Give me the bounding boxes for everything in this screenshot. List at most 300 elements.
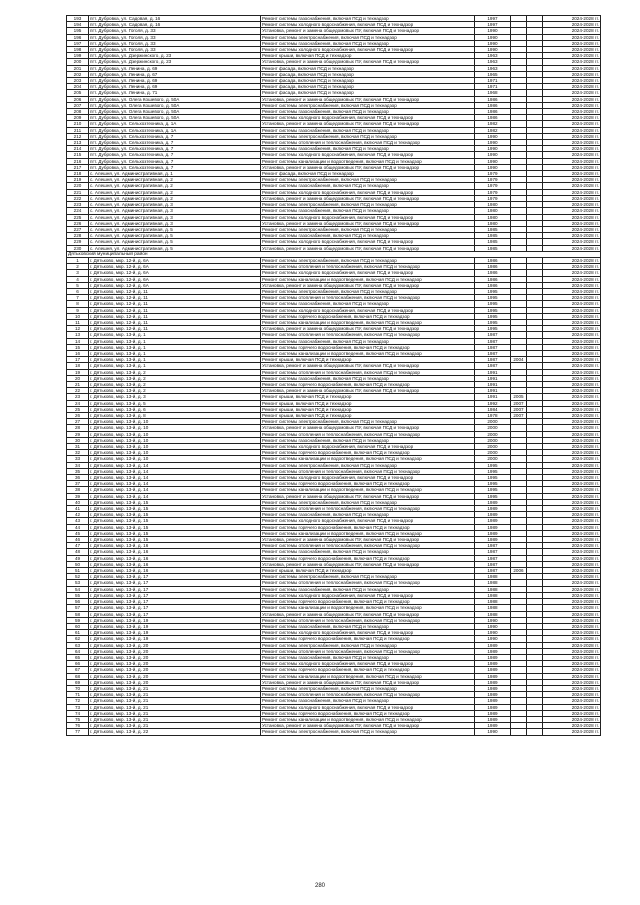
address-cell: пгт. Дубровка, ул. Ленина, д. 69	[89, 78, 261, 84]
work-type-cell: Ремонт крыши, включая ПСД и технадзор	[261, 394, 475, 400]
planned-period-cell: 2024-2028 гг.	[543, 78, 601, 84]
address-cell: с. Алешня, ул. Административная, д. 3	[89, 208, 261, 214]
planned-period-cell: 2024-2028 гг.	[543, 462, 601, 468]
address-cell: г. Дятьково, мкр. 13-й, д. 14	[89, 475, 261, 481]
row-number-cell: 212	[67, 133, 89, 139]
address-cell: г. Дятьково, мкр. 13-й, д. 21	[89, 716, 261, 722]
planned-period-cell: 2024-2028 гг.	[543, 543, 601, 549]
table-row	[67, 568, 601, 574]
address-cell: г. Дятьково, мкр. 13-й, д. 17	[89, 586, 261, 592]
planned-period-cell: 2024-2028 гг.	[543, 636, 601, 642]
row-number-cell: 55	[67, 592, 89, 598]
year-built-cell: 1987	[475, 338, 511, 344]
work-type-cell: Ремонт системы отопления и теплоснабжения, включая ПСД и технадзор	[261, 431, 475, 437]
row-number-cell: 223	[67, 202, 89, 208]
row-number-cell: 50	[67, 561, 89, 567]
year-built-cell: 1989	[475, 506, 511, 512]
year-built-cell: 1987	[475, 344, 511, 350]
year-built-cell: 1979	[475, 195, 511, 201]
row-number-cell: 48	[67, 549, 89, 555]
work-type-cell: Ремонт системы газоснабжения, включая ПСД и технадзор	[261, 654, 475, 660]
planned-period-cell: 2024-2028 гг.	[543, 375, 601, 381]
last-repair-year-cell: 2006	[511, 568, 527, 574]
work-type-cell: Ремонт системы канализации и водоотведения, включая ПСД и технадзор	[261, 456, 475, 462]
address-cell: г. Дятьково, мкр. 13-й, д. 21	[89, 698, 261, 704]
row-number-cell: 193	[67, 16, 89, 22]
address-cell: г. Дятьково, мкр. 13-й, д. 14	[89, 462, 261, 468]
planned-period-cell: 2024-2028 гг.	[543, 400, 601, 406]
year-built-cell: 1979	[475, 189, 511, 195]
address-cell: г. Дятьково, мкр. 12-й, д. 6А	[89, 270, 261, 276]
address-cell: с. Алешня, ул. Административная, д. 2	[89, 195, 261, 201]
work-type-cell: Ремонт системы газоснабжения, включая ПСД и технадзор	[261, 512, 475, 518]
work-type-cell: Установка, ремонт и замена общедомовых ПУ, включая ПСД и технадзор	[261, 679, 475, 685]
address-cell: г. Дятьково, мкр. 13-й, д. 20	[89, 667, 261, 673]
planned-period-cell: 2024-2028 гг.	[543, 381, 601, 387]
address-cell: г. Дятьково, мкр. 13-й, д. 8	[89, 413, 261, 419]
row-number-cell: 32	[67, 450, 89, 456]
year-built-cell: 1991	[475, 381, 511, 387]
address-cell: г. Дятьково, мкр. 13-й, д. 20	[89, 648, 261, 654]
row-number-cell: 219	[67, 177, 89, 183]
row-number-cell: 45	[67, 530, 89, 536]
row-number-cell: 44	[67, 524, 89, 530]
planned-period-cell: 2024-2028 гг.	[543, 704, 601, 710]
planned-period-cell: 2024-2028 гг.	[543, 642, 601, 648]
work-type-cell: Ремонт системы электроснабжения, включая ПСД и технадзор	[261, 257, 475, 263]
planned-period-cell: 2024-2028 гг.	[543, 59, 601, 65]
address-cell: г. Дятьково, мкр. 13-й, д. 16	[89, 543, 261, 549]
year-built-cell: 1995	[475, 307, 511, 313]
year-built-cell: 1989	[475, 512, 511, 518]
address-cell: г. Дятьково, мкр. 13-й, д. 15	[89, 512, 261, 518]
row-number-cell: 60	[67, 623, 89, 629]
work-type-cell: Ремонт крыши, включая ПСД и технадзор	[261, 357, 475, 363]
address-cell: г. Дятьково, мкр. 12-й, д. 11	[89, 295, 261, 301]
row-number-cell: 210	[67, 121, 89, 127]
year-built-cell: 1995	[475, 288, 511, 294]
row-number-cell: 2	[67, 264, 89, 270]
address-cell: пгт. Дубровка, ул. Сельхозтехника, д. 7	[89, 152, 261, 158]
year-built-cell: 1995	[475, 468, 511, 474]
year-built-cell: 1968	[475, 90, 511, 96]
year-built-cell: 1992	[475, 400, 511, 406]
row-number-cell: 33	[67, 456, 89, 462]
planned-period-cell: 2024-2028 гг.	[543, 388, 601, 394]
address-cell: г. Дятьково, мкр. 13-й, д. 17	[89, 592, 261, 598]
work-type-cell: Ремонт системы холодного водоснабжения, включая ПСД и технадзор	[261, 115, 475, 121]
address-cell: пгт. Дубровка, ул. Сельхозтехника, д. 1А	[89, 127, 261, 133]
work-type-cell: Ремонт системы канализации и водоотведения, включая ПСД и технадзор	[261, 276, 475, 282]
address-cell: пгт. Дубровка, ул. Садовая, д. 16	[89, 16, 261, 22]
year-built-cell: 1991	[475, 388, 511, 394]
address-cell: г. Дятьково, мкр. 13-й, д. 20	[89, 673, 261, 679]
address-cell: г. Дятьково, мкр. 13-й, д. 21	[89, 710, 261, 716]
work-type-cell: Ремонт системы горячего водоснабжения, включая ПСД и технадзор	[261, 313, 475, 319]
work-type-cell: Ремонт системы электроснабжения, включая ПСД и технадзор	[261, 462, 475, 468]
address-cell: г. Дятьково, мкр. 13-й, д. 22	[89, 729, 261, 735]
row-number-cell: 215	[67, 152, 89, 158]
row-number-cell: 19	[67, 369, 89, 375]
year-built-cell: 1986	[475, 115, 511, 121]
work-type-cell: Ремонт системы отопления и теплоснабжения, включая ПСД и технадзор	[261, 468, 475, 474]
repair-schedule-table	[66, 15, 601, 736]
year-built-cell: 1985	[475, 233, 511, 239]
row-number-cell: 72	[67, 698, 89, 704]
work-type-cell: Ремонт фасада, включая ПСД и технадзор	[261, 84, 475, 90]
year-built-cell: 1990	[475, 40, 511, 46]
work-type-cell: Ремонт системы газоснабжения, включая ПСД и технадзор	[261, 375, 475, 381]
address-cell: пгт. Дубровка, ул. Сельхозтехника, д. 7	[89, 158, 261, 164]
year-built-cell: 1989	[475, 692, 511, 698]
work-type-cell: Установка, ремонт и замена общедомовых ПУ, включая ПСД и технадзор	[261, 363, 475, 369]
row-number-cell: 12	[67, 326, 89, 332]
year-built-cell: 1987	[475, 350, 511, 356]
address-cell: пгт. Дубровка, ул. Ленина, д. 69	[89, 84, 261, 90]
work-type-cell: Ремонт системы горячего водоснабжения, включая ПСД и технадзор	[261, 450, 475, 456]
work-type-cell: Установка, ремонт и замена общедомовых ПУ, включая ПСД и технадзор	[261, 121, 475, 127]
planned-period-cell: 2024-2028 гг.	[543, 574, 601, 580]
last-repair-year-cell: 2007	[511, 406, 527, 412]
year-built-cell: 1987	[475, 363, 511, 369]
planned-period-cell: 2024-2028 гг.	[543, 357, 601, 363]
address-cell: пгт. Дубровка, ул. Дзержинского, д. 23	[89, 59, 261, 65]
row-number-cell: 76	[67, 723, 89, 729]
planned-period-cell: 2024-2028 гг.	[543, 53, 601, 59]
year-built-cell: 1995	[475, 493, 511, 499]
year-built-cell: 1971	[475, 78, 511, 84]
row-number-cell: 54	[67, 586, 89, 592]
work-type-cell: Ремонт системы горячего водоснабжения, включая ПСД и технадзор	[261, 344, 475, 350]
row-number-cell: 198	[67, 47, 89, 53]
work-type-cell: Ремонт системы электроснабжения, включая ПСД и технадзор	[261, 102, 475, 108]
address-cell: г. Дятьково, мкр. 12-й, д. 11	[89, 319, 261, 325]
row-number-cell: 20	[67, 375, 89, 381]
last-repair-year-cell	[511, 729, 527, 735]
row-number-cell: 214	[67, 146, 89, 152]
year-built-cell: 1988	[475, 580, 511, 586]
address-cell: г. Дятьково, мкр. 13-й, д. 15	[89, 524, 261, 530]
row-number-cell: 38	[67, 487, 89, 493]
row-number-cell: 43	[67, 518, 89, 524]
row-number-cell: 226	[67, 220, 89, 226]
address-cell: г. Дятьково, мкр. 13-й, д. 20	[89, 679, 261, 685]
row-number-cell: 18	[67, 363, 89, 369]
address-cell: с. Алешня, ул. Административная, д. 2	[89, 177, 261, 183]
planned-period-cell: 2024-2028 гг.	[543, 109, 601, 115]
row-number-cell: 26	[67, 413, 89, 419]
work-type-cell: Ремонт системы отопления и теплоснабжения, включая ПСД и технадзор	[261, 295, 475, 301]
planned-period-cell: 2024-2028 гг.	[543, 127, 601, 133]
planned-period-cell: 2024-2028 гг.	[543, 102, 601, 108]
row-number-cell: 36	[67, 475, 89, 481]
address-cell: пгт. Дубровка, ул. Гоголя, д. 33	[89, 47, 261, 53]
year-built-cell: 1988	[475, 586, 511, 592]
planned-period-cell: 2024-2028 гг.	[543, 28, 601, 34]
planned-period-cell: 2024-2028 гг.	[543, 698, 601, 704]
table-row	[67, 729, 601, 735]
year-built-cell: 1990	[475, 630, 511, 636]
year-built-cell: 1989	[475, 710, 511, 716]
section-header: Дятьковский муниципальный район	[67, 251, 601, 257]
work-type-cell: Ремонт крыши, включая ПСД и технадзор	[261, 413, 475, 419]
planned-period-cell: 2024-2028 гг.	[543, 493, 601, 499]
year-built-cell: 1979	[475, 171, 511, 177]
address-cell: г. Дятьково, мкр. 13-й, д. 16	[89, 555, 261, 561]
year-built-cell: 1982	[475, 127, 511, 133]
work-type-cell: Ремонт системы электроснабжения, включая ПСД и технадзор	[261, 574, 475, 580]
address-cell: пгт. Дубровка, ул. Сельхозтехника, д. 7	[89, 140, 261, 146]
planned-period-cell: 2024-2028 гг.	[543, 276, 601, 282]
year-built-cell: 1980	[475, 202, 511, 208]
address-cell: пгт. Дубровка, ул. Гоголя, д. 33	[89, 40, 261, 46]
row-number-cell: 199	[67, 53, 89, 59]
address-cell: г. Дятьково, мкр. 13-й, д. 1	[89, 332, 261, 338]
planned-period-cell: 2024-2028 гг.	[543, 183, 601, 189]
row-number-cell: 217	[67, 164, 89, 170]
planned-period-cell: 2024-2028 гг.	[543, 350, 601, 356]
year-built-cell: 1982	[475, 121, 511, 127]
planned-period-cell: 2024-2028 гг.	[543, 363, 601, 369]
address-cell: с. Алешня, ул. Административная, д. 5	[89, 226, 261, 232]
planned-period-cell: 2024-2028 гг.	[543, 475, 601, 481]
planned-period-cell: 2024-2028 гг.	[543, 140, 601, 146]
year-built-cell: 1989	[475, 518, 511, 524]
address-cell: г. Дятьково, мкр. 12-й, д. 11	[89, 313, 261, 319]
planned-period-cell: 2024-2028 гг.	[543, 115, 601, 121]
row-number-cell: 8	[67, 301, 89, 307]
address-cell: г. Дятьково, мкр. 13-й, д. 19	[89, 617, 261, 623]
address-cell: г. Дятьково, мкр. 13-й, д. 19	[89, 636, 261, 642]
row-number-cell: 70	[67, 685, 89, 691]
row-number-cell: 15	[67, 344, 89, 350]
address-cell: г. Дятьково, мкр. 13-й, д. 17	[89, 599, 261, 605]
address-cell: г. Дятьково, мкр. 13-й, д. 1	[89, 363, 261, 369]
planned-period-cell: 2024-2028 гг.	[543, 611, 601, 617]
address-cell: г. Дятьково, мкр. 13-й, д. 14	[89, 481, 261, 487]
planned-period-cell: 2024-2028 гг.	[543, 245, 601, 251]
year-built-cell: 1995	[475, 475, 511, 481]
address-cell: г. Дятьково, мкр. 13-й, д. 10	[89, 456, 261, 462]
row-number-cell: 207	[67, 102, 89, 108]
row-number-cell: 5	[67, 282, 89, 288]
row-number-cell: 75	[67, 716, 89, 722]
work-type-cell: Ремонт системы газоснабжения, включая ПСД и технадзор	[261, 146, 475, 152]
work-type-cell: Ремонт системы электроснабжения, включая ПСД и технадзор	[261, 177, 475, 183]
work-type-cell: Ремонт системы газоснабжения, включая ПСД и технадзор	[261, 549, 475, 555]
year-built-cell: 2000	[475, 437, 511, 443]
year-built-cell: 1987	[475, 332, 511, 338]
work-type-cell: Ремонт системы холодного водоснабжения, включая ПСД и технадзор	[261, 270, 475, 276]
address-cell: с. Алешня, ул. Административная, д. 2	[89, 189, 261, 195]
row-number-cell: 31	[67, 444, 89, 450]
row-number-cell: 77	[67, 729, 89, 735]
work-type-cell: Ремонт системы электроснабжения, включая ПСД и технадзор	[261, 34, 475, 40]
work-type-cell: Установка, ремонт и замена общедомовых ПУ, включая ПСД и технадзор	[261, 59, 475, 65]
work-type-cell: Ремонт системы электроснабжения, включая ПСД и технадзор	[261, 226, 475, 232]
row-number-cell: 197	[67, 40, 89, 46]
planned-period-cell: 2024-2028 гг.	[543, 580, 601, 586]
planned-period-cell: 2024-2028 гг.	[543, 630, 601, 636]
work-type-cell: Ремонт системы горячего водоснабжения, включая ПСД и технадзор	[261, 481, 475, 487]
work-type-cell: Ремонт системы газоснабжения, включая ПСД и технадзор	[261, 586, 475, 592]
planned-period-cell: 2024-2028 гг.	[543, 673, 601, 679]
planned-period-cell: 2024-2028 гг.	[543, 413, 601, 419]
document-page	[66, 15, 600, 736]
address-cell: г. Дятьково, мкр. 13-й, д. 16	[89, 561, 261, 567]
address-cell: г. Дятьково, мкр. 13-й, д. 6	[89, 406, 261, 412]
year-built-cell: 2000	[475, 450, 511, 456]
address-cell: г. Дятьково, мкр. 13-й, д. 17	[89, 611, 261, 617]
address-cell: пгт. Дубровка, ул. Садовая, д. 16	[89, 22, 261, 28]
year-built-cell: 1987	[475, 568, 511, 574]
work-type-cell: Ремонт системы канализации и водоотведения, включая ПСД и технадзор	[261, 716, 475, 722]
work-type-cell: Ремонт системы холодного водоснабжения, включая ПСД и технадзор	[261, 214, 475, 220]
year-built-cell: 1987	[475, 561, 511, 567]
planned-period-cell: 2024-2028 гг.	[543, 121, 601, 127]
planned-period-cell: 2024-2028 гг.	[543, 264, 601, 270]
year-built-cell: 1990	[475, 133, 511, 139]
row-number-cell: 6	[67, 288, 89, 294]
address-cell: г. Дятьково, мкр. 12-й, д. 11	[89, 326, 261, 332]
row-number-cell: 10	[67, 313, 89, 319]
year-built-cell: 1990	[475, 146, 511, 152]
year-built-cell: 1988	[475, 605, 511, 611]
planned-period-cell: 2024-2028 гг.	[543, 202, 601, 208]
row-number-cell: 37	[67, 481, 89, 487]
work-type-cell: Ремонт системы канализации и водоотведения, включая ПСД и технадзор	[261, 350, 475, 356]
address-cell: пгт. Дубровка, ул. Сельхозтехника, д. 7	[89, 133, 261, 139]
row-number-cell: 216	[67, 158, 89, 164]
planned-period-cell: 2024-2028 гг.	[543, 189, 601, 195]
year-built-cell: 1990	[475, 617, 511, 623]
planned-period-cell: 2024-2028 гг.	[543, 239, 601, 245]
address-cell: пгт. Дубровка, ул. Сельхозтехника, д. 7	[89, 146, 261, 152]
year-built-cell: 1990	[475, 28, 511, 34]
row-number-cell: 65	[67, 654, 89, 660]
address-cell: г. Дятьково, мкр. 12-й, д. 6А	[89, 282, 261, 288]
address-cell: г. Дятьково, мкр. 13-й, д. 5	[89, 400, 261, 406]
row-number-cell: 61	[67, 630, 89, 636]
year-built-cell: 2000	[475, 425, 511, 431]
planned-period-cell: 2024-2028 гг.	[543, 90, 601, 96]
year-built-cell: 1995	[475, 301, 511, 307]
planned-period-cell: 2024-2028 гг.	[543, 226, 601, 232]
address-cell: г. Дятьково, мкр. 13-й, д. 14	[89, 468, 261, 474]
year-built-cell: 1986	[475, 264, 511, 270]
planned-period-cell: 2024-2028 гг.	[543, 40, 601, 46]
address-cell: г. Дятьково, мкр. 13-й, д. 14	[89, 487, 261, 493]
row-number-cell: 213	[67, 140, 89, 146]
address-cell: г. Дятьково, мкр. 13-й, д. 1	[89, 357, 261, 363]
planned-period-cell: 2024-2028 гг.	[543, 481, 601, 487]
planned-period-cell: 2024-2028 гг.	[543, 623, 601, 629]
row-number-cell: 204	[67, 84, 89, 90]
work-type-cell: Ремонт системы холодного водоснабжения, включая ПСД и технадзор	[261, 592, 475, 598]
year-built-cell: 1990	[475, 34, 511, 40]
work-type-cell: Ремонт системы газоснабжения, включая ПСД и технадзор	[261, 437, 475, 443]
address-cell: г. Дятьково, мкр. 13-й, д. 17	[89, 580, 261, 586]
row-number-cell: 206	[67, 96, 89, 102]
work-type-cell: Ремонт системы отопления и теплоснабжения, включая ПСД и технадзор	[261, 543, 475, 549]
work-type-cell: Ремонт системы канализации и водоотведения, включая ПСД и технадзор	[261, 673, 475, 679]
planned-period-cell: 2024-2028 гг.	[543, 648, 601, 654]
year-built-cell: 1986	[475, 109, 511, 115]
address-cell: г. Дятьково, мкр. 13-й, д. 21	[89, 723, 261, 729]
work-type-cell: Ремонт системы холодного водоснабжения, включая ПСД и технадзор	[261, 22, 475, 28]
year-built-cell: 1995	[475, 319, 511, 325]
row-number-cell: 4	[67, 276, 89, 282]
work-type-cell: Ремонт системы электроснабжения, включая ПСД и технадзор	[261, 419, 475, 425]
page-number: 280	[314, 883, 325, 889]
address-cell: г. Дятьково, мкр. 13-й, д. 2	[89, 388, 261, 394]
address-cell: пгт. Дубровка, ул. Олега Кошевого, д. 50А	[89, 109, 261, 115]
planned-period-cell: 2024-2028 гг.	[543, 394, 601, 400]
address-cell: г. Дятьково, мкр. 13-й, д. 19	[89, 630, 261, 636]
address-cell: г. Дятьково, мкр. 13-й, д. 17	[89, 574, 261, 580]
row-number-cell: 14	[67, 338, 89, 344]
address-cell: г. Дятьково, мкр. 13-й, д. 10	[89, 437, 261, 443]
row-number-cell: 224	[67, 208, 89, 214]
year-built-cell: 1986	[475, 276, 511, 282]
row-number-cell: 56	[67, 599, 89, 605]
address-cell: г. Дятьково, мкр. 13-й, д. 20	[89, 661, 261, 667]
planned-period-cell: 2024-2028 гг.	[543, 146, 601, 152]
work-type-cell: Ремонт системы отопления и теплоснабжения, включая ПСД и технадзор	[261, 332, 475, 338]
row-number-cell: 1	[67, 257, 89, 263]
row-number-cell: 16	[67, 350, 89, 356]
work-type-cell: Ремонт системы горячего водоснабжения, включая ПСД и технадзор	[261, 667, 475, 673]
planned-period-cell: 2024-2028 гг.	[543, 34, 601, 40]
row-number-cell: 67	[67, 667, 89, 673]
work-type-cell: Ремонт системы холодного водоснабжения, включая ПСД и технадзор	[261, 661, 475, 667]
row-number-cell: 220	[67, 183, 89, 189]
planned-period-cell: 2024-2028 гг.	[543, 530, 601, 536]
year-built-cell: 1987	[475, 549, 511, 555]
year-built-cell: 1986	[475, 96, 511, 102]
address-cell: г. Дятьково, мкр. 13-й, д. 15	[89, 537, 261, 543]
table-section-top	[67, 16, 601, 252]
work-type-cell: Ремонт системы холодного водоснабжения, включая ПСД и технадзор	[261, 239, 475, 245]
row-number-cell: 9	[67, 307, 89, 313]
planned-period-cell: 2024-2028 гг.	[543, 270, 601, 276]
year-built-cell: 1986	[475, 102, 511, 108]
planned-period-cell: 2024-2028 гг.	[543, 524, 601, 530]
row-number-cell: 196	[67, 34, 89, 40]
planned-period-cell: 2024-2028 гг.	[543, 332, 601, 338]
work-type-cell: Ремонт системы отопления и теплоснабжения, включая ПСД и технадзор	[261, 140, 475, 146]
planned-period-cell: 2024-2028 гг.	[543, 710, 601, 716]
row-number-cell: 205	[67, 90, 89, 96]
planned-period-cell: 2024-2028 гг.	[543, 729, 601, 735]
work-type-cell: Ремонт системы канализации и водоотведения, включая ПСД и технадзор	[261, 605, 475, 611]
work-type-cell: Установка, ремонт и замена общедомовых ПУ, включая ПСД и технадзор	[261, 28, 475, 34]
row-number-cell: 208	[67, 109, 89, 115]
work-type-cell: Установка, ремонт и замена общедомовых ПУ, включая ПСД и технадзор	[261, 195, 475, 201]
planned-period-cell: 2024-2028 гг.	[543, 288, 601, 294]
work-type-cell: Ремонт системы отопления и теплоснабжения, включая ПСД и технадзор	[261, 369, 475, 375]
address-cell: г. Дятьково, мкр. 13-й, д. 3	[89, 394, 261, 400]
year-built-cell: 1989	[475, 723, 511, 729]
row-number-cell: 202	[67, 71, 89, 77]
address-cell: г. Дятьково, мкр. 12-й, д. 6А	[89, 276, 261, 282]
work-type-cell: Ремонт системы электроснабжения, включая ПСД и технадзор	[261, 133, 475, 139]
year-built-cell: 1990	[475, 636, 511, 642]
planned-period-cell: 2024-2028 гг.	[543, 537, 601, 543]
year-built-cell: 1995	[475, 326, 511, 332]
planned-period-cell: 2024-2028 гг.	[543, 282, 601, 288]
planned-period-cell: 2024-2028 гг.	[543, 568, 601, 574]
